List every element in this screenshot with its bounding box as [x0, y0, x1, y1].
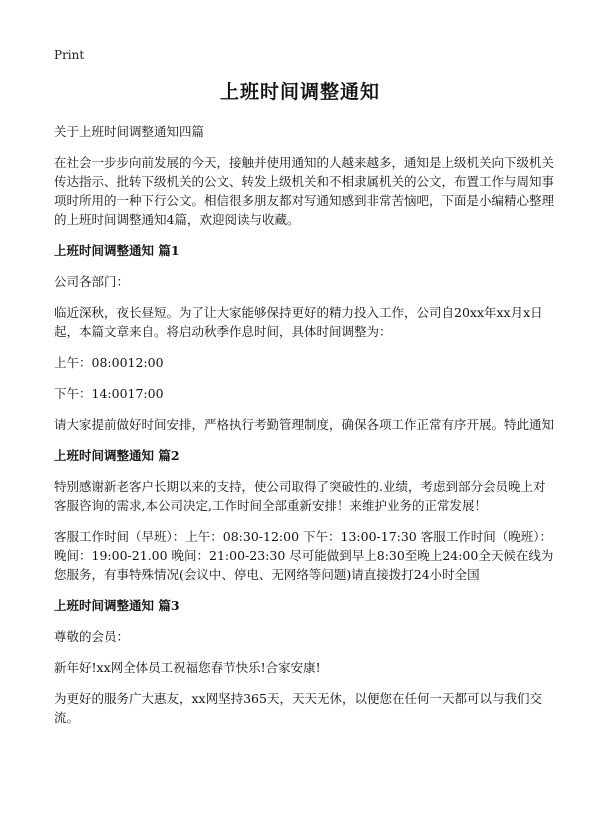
article-3-greeting: 新年好!xx网全体员工祝福您春节快乐!合家安康!	[54, 660, 321, 675]
article-1-closing: 请大家提前做好时间安排，严格执行考勤管理制度，确保各项工作正常有序开展。特此通知	[54, 417, 555, 432]
article-2-schedule: 客服工作时间（早班）：上午：08:30-12:00 下午：13:00-17:30 客服工作时间（晚班）：晚间：19:00-21.00 晚间：21:00-23:30 尽可能做到早上8:30至晚上24:00全天候在线为您服务，有事特殊情况(会议中、停电、无网络等问题)请直接拨打24小时全国	[54, 529, 554, 582]
article-3-heading: 上班时间调整通知 篇3	[54, 598, 180, 613]
intro-paragraph: 在社会一步步向前发展的今天，接触并使用通知的人越来越多，通知是上级机关向下级机关传达指示、批转下级机关的公文、转发上级机关和不相隶属机关的公文，布置工作与周知事项时所用的一种下行公文。相信很多朋友都对写通知感到非常苦恼吧，下面是小编精心整理的上班时间调整通知4篇，欢迎阅读与收藏。	[54, 155, 555, 227]
article-1-body: 临近深秋，夜长昼短。为了让大家能够保持更好的精力投入工作，公司自20xx年xx月x日起，本篇文章来自。将启动秋季作息时间，具体时间调整为：	[54, 305, 543, 339]
article-3-salutation: 尊敬的会员：	[54, 629, 130, 644]
article-1-salutation: 公司各部门：	[54, 274, 130, 289]
document-subtitle: 关于上班时间调整通知四篇	[54, 124, 205, 139]
document-body	[54, 122, 554, 739]
article-1-afternoon-hours: 下午：14:0017:00	[54, 386, 164, 401]
article-1-morning-hours: 上午：08:0012:00	[54, 355, 164, 370]
article-2-body: 特别感谢新老客户长期以来的支持，使公司取得了突破性的.业绩，考虑到部分会员晚上对客服咨询的需求,本公司决定,工作时间全部重新安排！来维护业务的正常发展！	[54, 479, 546, 513]
article-1-heading: 上班时间调整通知 篇1	[54, 243, 180, 258]
article-3-body: 为更好的服务广大惠友，xx网坚持365天，天天无休，以便您在任何一天都可以与我们交流。	[54, 691, 542, 725]
page-title: 上班时间调整通知	[219, 81, 380, 103]
print-label: Print	[54, 48, 85, 62]
article-2-heading: 上班时间调整通知 篇2	[54, 448, 180, 463]
